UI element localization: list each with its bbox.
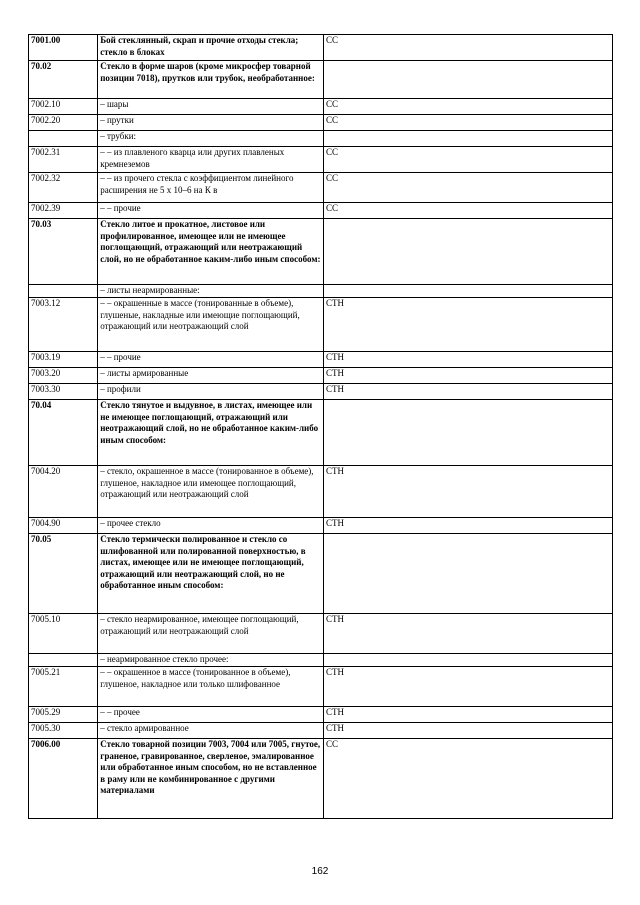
code-cell: 7002.32 (29, 173, 98, 203)
code-cell: 7005.29 (29, 707, 98, 723)
table-row (29, 614, 613, 654)
table-row (29, 400, 613, 466)
certificate-cell (324, 131, 613, 147)
certificate-cell: СТН (324, 352, 613, 368)
code-cell: 7003.20 (29, 368, 98, 384)
certificate-cell: СТН (324, 723, 613, 739)
code-cell: 7001.00 (29, 35, 98, 61)
description-cell: Стекло литое и прокатное, листовое или профилированное, имеющее или не имеющее поглощающий, отражающий или неотражающий слой, но не обработанное каким-либо иным способом: (98, 219, 324, 285)
table-row (29, 219, 613, 285)
certificate-cell (324, 285, 613, 298)
certificate-cell: СС (324, 147, 613, 173)
certificate-cell: СС (324, 173, 613, 203)
table-row (29, 203, 613, 219)
table-row (29, 298, 613, 352)
table-row (29, 173, 613, 203)
certificate-cell (324, 400, 613, 466)
table-row (29, 534, 613, 614)
code-cell: 70.03 (29, 219, 98, 285)
table-row (29, 35, 613, 61)
table-row (29, 115, 613, 131)
code-cell: 7005.10 (29, 614, 98, 654)
certificate-cell: СС (324, 739, 613, 819)
description-cell: – стекло неармированное, имеющее поглощающий, отражающий или неотражающий слой (98, 614, 324, 654)
code-cell (29, 654, 98, 667)
description-cell: – неармированное стекло прочее: (98, 654, 324, 667)
code-cell: 7002.20 (29, 115, 98, 131)
code-cell: 7006.00 (29, 739, 98, 819)
table-row (29, 518, 613, 534)
code-cell: 70.02 (29, 61, 98, 99)
description-cell: – – из прочего стекла с коэффициентом линейного расширения не 5 х 10–6 на К в (98, 173, 324, 203)
description-cell: – стекло армированное (98, 723, 324, 739)
table-row (29, 368, 613, 384)
code-cell: 7002.31 (29, 147, 98, 173)
certificate-cell: СТН (324, 667, 613, 707)
description-cell: – – окрашенное в массе (тонированное в объеме), глушеное, накладное или только шлифованное (98, 667, 324, 707)
certificate-cell: СТН (324, 518, 613, 534)
certificate-cell: СТН (324, 466, 613, 518)
code-cell: 7005.21 (29, 667, 98, 707)
code-cell (29, 285, 98, 298)
description-cell: – – прочее (98, 707, 324, 723)
code-cell: 7003.19 (29, 352, 98, 368)
code-cell: 7003.12 (29, 298, 98, 352)
certificate-cell (324, 534, 613, 614)
code-cell (29, 131, 98, 147)
table-row (29, 723, 613, 739)
certificate-cell: СТН (324, 384, 613, 400)
table-row (29, 466, 613, 518)
table-row (29, 99, 613, 115)
description-cell: – профили (98, 384, 324, 400)
code-cell: 7002.10 (29, 99, 98, 115)
description-cell: – прочее стекло (98, 518, 324, 534)
certificate-cell: СС (324, 203, 613, 219)
certificate-cell (324, 654, 613, 667)
code-cell: 7003.30 (29, 384, 98, 400)
description-cell: – трубки: (98, 131, 324, 147)
code-cell: 7005.30 (29, 723, 98, 739)
certificate-cell: СС (324, 99, 613, 115)
code-cell: 70.05 (29, 534, 98, 614)
table-row (29, 61, 613, 99)
table-row (29, 285, 613, 298)
description-cell: – прутки (98, 115, 324, 131)
table-row (29, 147, 613, 173)
description-cell: – шары (98, 99, 324, 115)
certificate-cell: СТН (324, 368, 613, 384)
table-row (29, 352, 613, 368)
table-row (29, 739, 613, 819)
description-cell: – – прочие (98, 203, 324, 219)
table-row (29, 654, 613, 667)
page-number: 162 (311, 866, 329, 877)
certificate-cell: СТН (324, 707, 613, 723)
description-cell: Стекло товарной позиции 7003, 7004 или 7005, гнутое, граненое, гравированное, сверленое, эмалированное или обработанное иным способом, но не вставленное в раму или не комбинированное с другими материалами (98, 739, 324, 819)
table-row (29, 667, 613, 707)
table-row (29, 707, 613, 723)
certificate-cell: СС (324, 115, 613, 131)
certificate-cell (324, 219, 613, 285)
table-row (29, 384, 613, 400)
code-cell: 7004.90 (29, 518, 98, 534)
certificate-cell (324, 61, 613, 99)
certificate-cell: СТН (324, 614, 613, 654)
description-cell: Стекло в форме шаров (кроме микросфер товарной позиции 7018), прутков или трубок, необработанное: (98, 61, 324, 99)
tariff-table (28, 34, 613, 819)
description-cell: – листы армированные (98, 368, 324, 384)
description-cell: – – прочие (98, 352, 324, 368)
table-row (29, 131, 613, 147)
description-cell: Бой стеклянный, скрап и прочие отходы стекла; стекло в блоках (98, 35, 324, 61)
certificate-cell: СТН (324, 298, 613, 352)
certificate-cell: СС (324, 35, 613, 61)
description-cell: – листы неармированные: (98, 285, 324, 298)
description-cell: – – из плавленого кварца или других плавленых кремнеземов (98, 147, 324, 173)
code-cell: 70.04 (29, 400, 98, 466)
code-cell: 7002.39 (29, 203, 98, 219)
description-cell: – стекло, окрашенное в массе (тонированное в объеме), глушеное, накладное или имеющее поглощающий, отражающий или неотражающий слой (98, 466, 324, 518)
description-cell: – – окрашенные в массе (тонированные в объеме), глушеные, накладные или имеющие поглощающий, отражающий или неотражающий слой (98, 298, 324, 352)
description-cell: Стекло тянутое и выдувное, в листах, имеющее или не имеющее поглощающий, отражающий или неотражающий слой, но не обработанное каким-либо иным способом: (98, 400, 324, 466)
description-cell: Стекло термически полированное и стекло со шлифованной или полированной поверхностью, в листах, имеющее или не имеющее поглощающий, отражающий или неотражающий слой, но не обработанное иным способом: (98, 534, 324, 614)
code-cell: 7004.20 (29, 466, 98, 518)
